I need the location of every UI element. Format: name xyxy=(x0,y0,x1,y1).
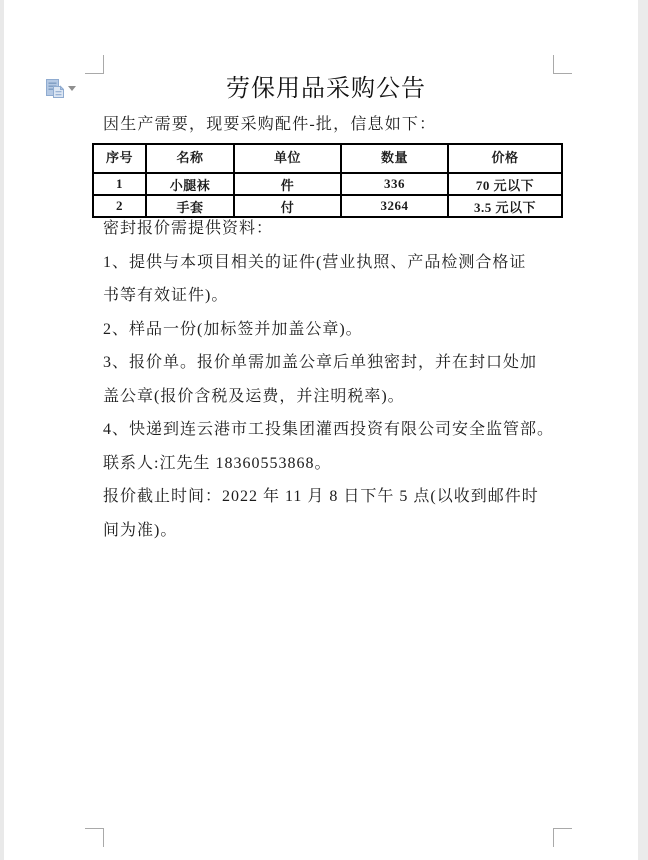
header-cell-price: 价格 xyxy=(448,144,562,173)
paragraph-line: 联系人:江先生 18360553868。 xyxy=(103,454,332,472)
paragraph-line: 4、快递到连云港市工投集团灌西投资有限公司安全监管部。 xyxy=(103,421,555,438)
procurement-table xyxy=(92,143,563,218)
paragraph-line: 盖公章(报价含税及运费，并注明税率)。 xyxy=(103,387,405,405)
paragraph-line: 2、样品一份(加标签并加盖公章)。 xyxy=(103,320,363,338)
table-cell: 3.5 元以下 xyxy=(448,195,562,217)
crop-mark-bottom-right xyxy=(553,828,572,847)
table-cell: 336 xyxy=(341,173,448,195)
intro-paragraph: 因生产需要，现要采购配件-批，信息如下： xyxy=(103,116,437,133)
paragraph-line: 1、提供与本项目相关的证件(营业执照、产品检测合格证 xyxy=(103,253,527,271)
canvas-strip-right xyxy=(638,0,648,860)
body-paragraphs xyxy=(103,212,555,547)
paragraph-line: 3、报价单。报价单需加盖公章后单独密封，并在封口处加 xyxy=(103,354,538,371)
table-cell: 小腿袜 xyxy=(146,173,234,195)
paragraph-line: 书等有效证件)。 xyxy=(103,287,229,304)
header-cell-name: 名称 xyxy=(146,144,234,173)
crop-mark-bottom-left xyxy=(85,828,104,847)
table-cell: 3264 xyxy=(341,195,448,217)
document-page[interactable] xyxy=(4,0,638,860)
table-cell: 70 元以下 xyxy=(448,173,562,195)
table-cell: 2 xyxy=(93,195,146,217)
paragraph-line: 密封报价需提供资料： xyxy=(103,220,274,237)
header-cell-unit: 单位 xyxy=(234,144,341,173)
dropdown-arrow-icon xyxy=(68,86,76,91)
paste-options-button[interactable] xyxy=(44,76,80,102)
paragraph-line: 报价截止时间：2022 年 11 月 8 日下午 5 点(以收到邮件时 xyxy=(103,488,539,505)
paragraph-line: 间为准)。 xyxy=(103,521,178,539)
paste-options-icon xyxy=(46,78,64,100)
document-title: 劳保用品采购公告 xyxy=(226,76,426,102)
table-cell: 付 xyxy=(234,195,341,217)
table-cell: 件 xyxy=(234,173,341,195)
crop-mark-top-right xyxy=(553,55,572,74)
header-cell-seq: 序号 xyxy=(93,144,146,173)
table-cell: 手套 xyxy=(146,195,234,217)
table-header-row xyxy=(93,144,562,173)
header-cell-qty: 数量 xyxy=(341,144,448,173)
table-row xyxy=(93,173,562,195)
table-cell: 1 xyxy=(93,173,146,195)
